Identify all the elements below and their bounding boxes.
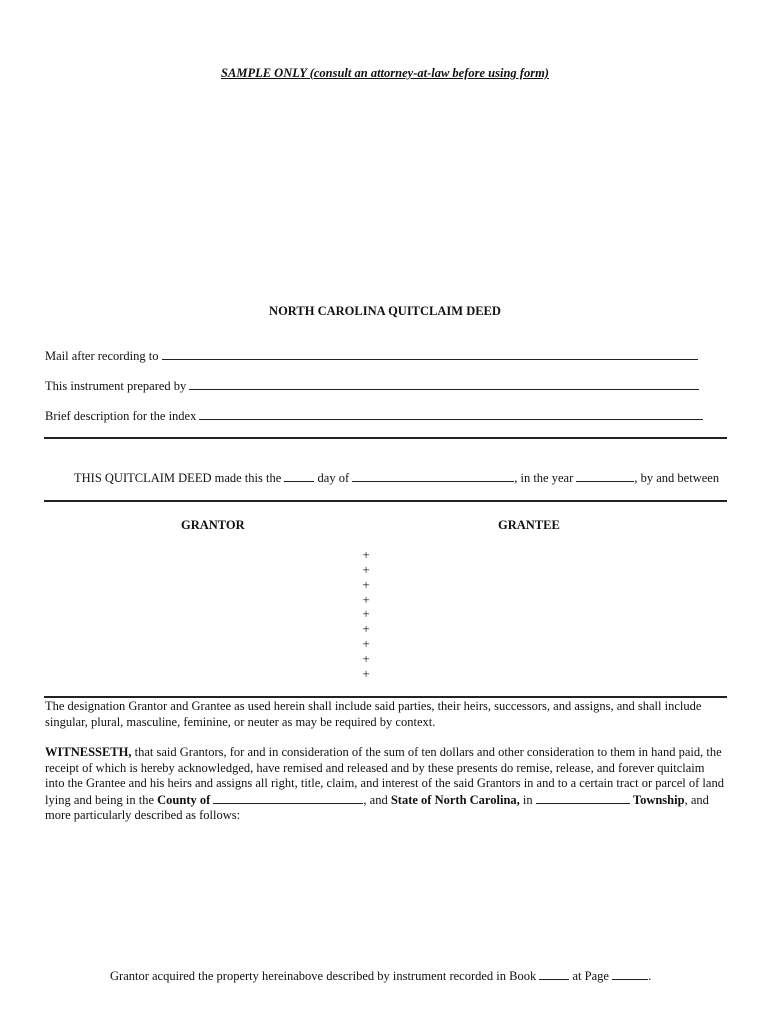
divider: [44, 500, 727, 502]
state-label: State of North Carolina,: [390, 792, 520, 807]
party-separator: +: [362, 592, 370, 607]
prepared-by-row: [45, 378, 699, 394]
year-field[interactable]: [576, 470, 634, 482]
prepared-by-label: This instrument prepared by: [45, 379, 187, 393]
county-label: County of: [157, 792, 211, 807]
witnesseth-paragraph: [45, 745, 725, 824]
deed-line-text: , by and between: [634, 471, 720, 485]
witnesseth-text: in: [519, 792, 536, 807]
party-separator: +: [362, 621, 370, 636]
deed-line-text: day of: [317, 471, 350, 485]
deed-date-line: [74, 470, 719, 486]
divider: [44, 437, 727, 439]
document-title: NORTH CAROLINA QUITCLAIM DEED: [269, 304, 501, 318]
brief-description-row: [45, 408, 703, 424]
county-field[interactable]: [213, 792, 363, 804]
party-separator: +: [362, 577, 370, 592]
page-field[interactable]: [612, 968, 648, 980]
deed-line-text: , in the year: [514, 471, 574, 485]
divider: [44, 696, 727, 698]
book-field[interactable]: [539, 968, 569, 980]
witnesseth-text: , and: [363, 792, 391, 807]
brief-description-label: Brief description for the index: [45, 409, 197, 423]
witnesseth-text: that said Grantors, for and in consideration of the sum of ten dollars and other consideration to them in hand paid, the receipt of which is hereby acknowledged, have remised and released and by these presents do remise, release, and forever quitclaim into the Grantee and his heirs and assigns all right, title, claim, and interest of the said Grantors in and to a certain tract or parcel of land lying and being in the: [45, 745, 724, 807]
township-label: Township: [632, 792, 685, 807]
party-separator: +: [362, 547, 370, 562]
prepared-by-field[interactable]: [189, 378, 699, 390]
day-field[interactable]: [284, 470, 314, 482]
party-separator: +: [362, 636, 370, 651]
mail-after-recording-field[interactable]: [162, 348, 698, 360]
witnesseth-heading: WITNESSETH,: [45, 745, 132, 759]
designation-paragraph: The designation Grantor and Grantee as used herein shall include said parties, their heirs, successors, and assigns, and shall include singular, plural, masculine, feminine, or neuter as may be required by context.: [45, 699, 702, 729]
mail-after-recording-row: [45, 348, 698, 364]
party-separator: +: [362, 666, 370, 681]
township-field[interactable]: [536, 792, 630, 804]
acquired-text: Grantor acquired the property hereinabove described by instrument recorded in Book: [110, 969, 537, 983]
mail-after-recording-label: Mail after recording to: [45, 349, 159, 363]
witnesseth-text: , and more particularly described as follows:: [45, 792, 709, 822]
grantor-heading: GRANTOR: [181, 518, 245, 532]
deed-line-text: THIS QUITCLAIM DEED made this the: [74, 471, 282, 485]
grantee-heading: GRANTEE: [498, 518, 560, 532]
party-separator: +: [362, 562, 370, 577]
sample-only-notice: SAMPLE ONLY (consult an attorney-at-law before using form): [221, 66, 549, 80]
party-separator: +: [362, 606, 370, 621]
acquired-text: at Page: [572, 969, 609, 983]
party-separator: +: [362, 651, 370, 666]
acquired-text: .: [648, 969, 652, 983]
month-field[interactable]: [352, 470, 514, 482]
brief-description-field[interactable]: [199, 408, 703, 420]
acquired-line: [110, 968, 651, 984]
